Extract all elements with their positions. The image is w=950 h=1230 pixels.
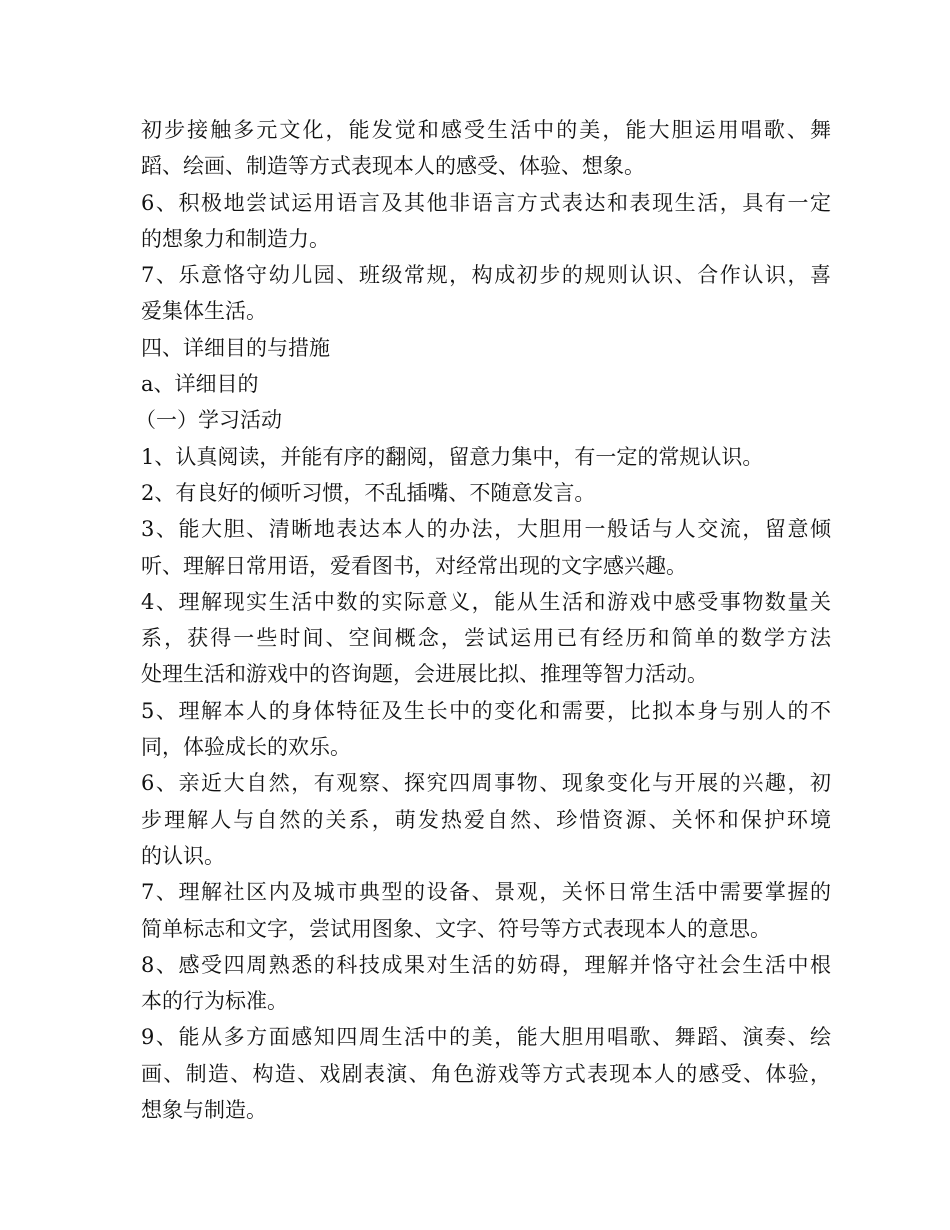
text-line: 9、能从多方面感知四周生活中的美，能大胆用唱歌、舞蹈、演奏、绘 bbox=[141, 1025, 831, 1050]
document-body bbox=[135, 112, 831, 1128]
text-line: 步理解人与自然的关系，萌发热爱自然、珍惜资源、关怀和保护环境 bbox=[141, 807, 831, 832]
text-line: 4、理解现实生活中数的实际意义，能从生活和游戏中感受事物数量关 bbox=[141, 589, 831, 614]
text-line: 6、积极地尝试运用语言及其他非语言方式表达和表现生活，具有一定 bbox=[141, 190, 831, 215]
text-line: 3、能大胆、清晰地表达本人的办法，大胆用一般话与人交流，留意倾 bbox=[141, 517, 831, 542]
text-line: 简单标志和文字，尝试用图象、文字、符号等方式表现本人的意思。 bbox=[141, 916, 771, 941]
text-line: 同，体验成长的欢乐。 bbox=[141, 735, 351, 760]
text-line: 想象与制造。 bbox=[141, 1098, 267, 1123]
text-line: 的认识。 bbox=[141, 843, 225, 868]
text-line: 初步接触多元文化，能发觉和感受生活中的美，能大胆运用唱歌、舞 bbox=[141, 118, 831, 142]
text-line: 听、理解日常用语，爱看图书，对经常出现的文字感兴趣。 bbox=[141, 553, 687, 578]
text-line: 系，获得一些时间、空间概念，尝试运用已有经历和简单的数学方法 bbox=[141, 626, 831, 651]
text-line: 本的行为标准。 bbox=[141, 989, 288, 1014]
text-line: 爱集体生活。 bbox=[141, 299, 267, 324]
text-line: 8、感受四周熟悉的科技成果对生活的妨碍，理解并恪守社会生活中根 bbox=[141, 952, 831, 977]
text-line: 处理生活和游戏中的咨询题，会进展比拟、推理等智力活动。 bbox=[141, 662, 708, 687]
text-line: 画、制造、构造、戏剧表演、角色游戏等方式表现本人的感受、体验， bbox=[141, 1061, 831, 1086]
text-line: 5、理解本人的身体特征及生长中的变化和需要，比拟本身与别人的不 bbox=[141, 698, 831, 723]
subsection-heading: （一）学习活动 bbox=[135, 408, 282, 433]
subsection-heading: a、详细目的 bbox=[141, 372, 259, 397]
text-line: 2、有良好的倾听习惯，不乱插嘴、不随意发言。 bbox=[141, 480, 596, 505]
text-line: 1、认真阅读，并能有序的翻阅，留意力集中，有一定的常规认识。 bbox=[141, 444, 764, 469]
text-line: 7、理解社区内及城市典型的设备、景观，关怀日常生活中需要掌握的 bbox=[141, 880, 831, 905]
text-line: 6、亲近大自然，有观察、探究四周事物、现象变化与开展的兴趣，初 bbox=[141, 771, 831, 796]
text-line: 7、乐意恪守幼儿园、班级常规，构成初步的规则认识、合作认识，喜 bbox=[141, 263, 831, 288]
text-line: 蹈、绘画、制造等方式表现本人的感受、体验、想象。 bbox=[141, 154, 645, 179]
text-line: 的想象力和制造力。 bbox=[141, 226, 330, 251]
section-heading: 四、详细目的与措施 bbox=[141, 335, 330, 360]
